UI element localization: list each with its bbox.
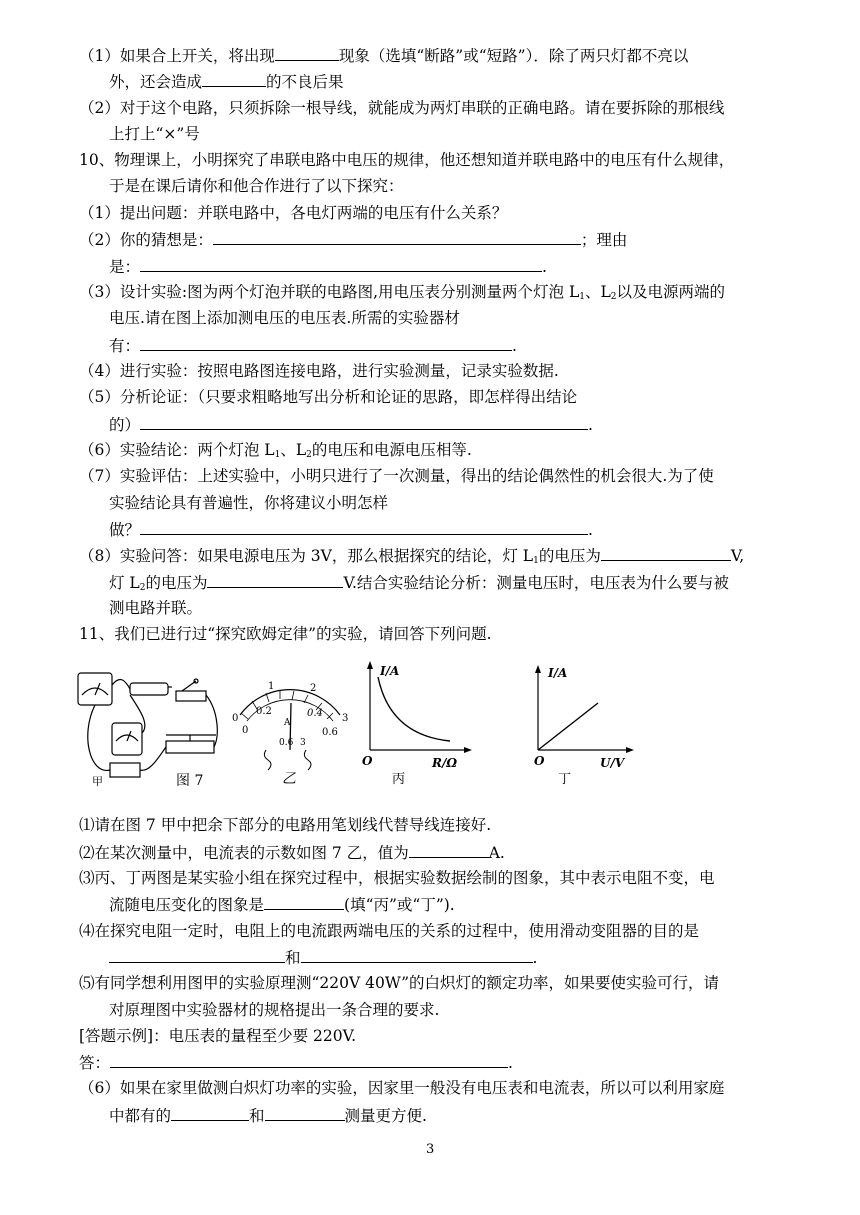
text: 和 <box>249 1107 265 1125</box>
subscript: 1 <box>579 292 585 302</box>
q11-p1: ⑴请在图 7 甲中把余下部分的电路用笔划线代替导线连接好. <box>79 816 492 834</box>
q11-p7: ⑸有同学想利用图甲的实验原理测“220V 40W”的白炽灯的额定功率，如果要使实验可行，请 <box>79 974 719 992</box>
q10-line-14: 实验结论具有普遍性，你将建议小明怎样 <box>109 494 389 512</box>
tick-label: 0 <box>232 713 239 724</box>
axis-label: I/A <box>380 664 400 678</box>
blank[interactable] <box>265 1105 345 1121</box>
text: 外，还会造成 <box>109 73 203 91</box>
q11-p5: ⑷在探究电阻一定时，电阻上的电流跟两端电压的关系的过程中，使用滑动变阻器的目的是 <box>79 922 700 940</box>
q9-line-1 <box>79 45 688 66</box>
q11-p4 <box>109 894 455 915</box>
q10-line-1: 10、物理课上，小明探究了串联电路中电压的规律，他还想知道并联电路中的电压有什么规律， <box>79 151 735 169</box>
voltmeter-icon <box>112 723 142 755</box>
terminal-label: 0.6 <box>279 738 294 748</box>
text: . <box>508 1054 513 1072</box>
figure-label-bing: 丙 <box>392 772 406 787</box>
text: （3）设计实验:图为两个灯泡并联的电路图,用电压表分别测量两个灯泡 L <box>79 283 580 301</box>
proportional-line <box>538 703 598 750</box>
q10-line-12 <box>79 440 472 465</box>
text: （2）你的猜想是： <box>79 231 213 249</box>
subscript: 2 <box>139 583 146 593</box>
tick-label: 0.2 <box>256 706 272 717</box>
q10-line-15: 做？ . <box>109 521 593 539</box>
blank[interactable] <box>171 1105 249 1121</box>
rheostat-icon <box>166 741 214 753</box>
blank[interactable] <box>264 894 344 910</box>
q10-line-17 <box>109 572 729 598</box>
blank[interactable] <box>275 45 339 61</box>
figure-7 <box>70 655 790 795</box>
ammeter-icon <box>78 673 112 705</box>
switch-icon <box>176 691 206 701</box>
q10-line-3: （1）提出问题：并联电路中，各电灯两端的电压有什么关系？ <box>79 204 508 222</box>
blank[interactable] <box>140 335 512 351</box>
text: 的电压为 <box>538 547 601 565</box>
subscript: 1 <box>533 556 539 566</box>
blank[interactable] <box>140 414 588 430</box>
text: 流随电压变化的图象是 <box>109 896 265 914</box>
text: . <box>532 949 538 967</box>
q10-line-6 <box>79 282 725 307</box>
blank[interactable] <box>110 1052 508 1068</box>
text: 的） <box>109 416 141 434</box>
page-number: 3 <box>426 1142 435 1157</box>
tick-label: 2 <box>310 683 317 694</box>
q11-p6 <box>109 947 537 968</box>
q11-p10 <box>79 1052 513 1073</box>
tick-label: 0.6 <box>322 727 338 738</box>
q11-p12 <box>109 1105 427 1126</box>
q10-line-13: （7）实验评估：上述实验中，小明只进行了一次测量，得出的结论偶然性的机会很大.为了使 <box>79 467 714 485</box>
origin-label: O <box>362 754 373 768</box>
figure-label-ding: 丁 <box>558 772 572 787</box>
q11-p8: 对原理图中实验器材的规格提出一条合理的要求. <box>109 1001 440 1019</box>
q9-line-3: （2）对于这个电路，只须拆除一根导线，就能成为两灯串联的正确电路。请在要拆除的那根线 <box>79 99 725 117</box>
q10-line-8: 有： . <box>109 337 517 355</box>
q11-p2 <box>79 842 505 863</box>
text: V.结合实验结论分析：测量电压时，电压表为什么要与被 <box>343 574 729 592</box>
blank[interactable] <box>409 842 489 858</box>
figure-label-yi: 乙 <box>282 771 296 787</box>
axis-label: R/Ω <box>432 756 458 770</box>
battery-icon <box>130 683 168 695</box>
text: 、L <box>584 283 611 301</box>
origin-label: O <box>534 754 545 768</box>
subscript: 1 <box>274 450 281 460</box>
text: 是： <box>109 258 141 276</box>
text: 的电压为 <box>145 574 208 592</box>
q11-p3: ⑶丙、丁两图是某实验小组在探究过程中，根据实验数据绘制的图象，其中表示电阻不变，电 <box>79 869 715 887</box>
text: 、L <box>280 441 307 459</box>
blank[interactable] <box>140 256 542 272</box>
tick-label: 1 <box>268 681 275 692</box>
text: V, <box>730 547 745 565</box>
text: (填“丙”或“丁”). <box>344 896 455 914</box>
blank[interactable] <box>213 229 581 245</box>
axis-label: U/V <box>600 756 625 770</box>
q9-line-2 <box>109 71 344 92</box>
text: ；理由 <box>580 231 628 249</box>
blank[interactable] <box>109 947 285 963</box>
graph-bing <box>362 661 472 770</box>
blank[interactable] <box>140 519 588 535</box>
circuit-diagram-jia <box>78 673 217 777</box>
text: （8）实验问答：如果电源电压为 3V，那么根据探究的结论，灯 L <box>79 547 534 565</box>
text: 答： <box>79 1054 111 1072</box>
q11-line-1: 11、我们已进行过“探究欧姆定律”的实验，请回答下列问题. <box>79 625 492 643</box>
text: 做？ <box>109 521 141 539</box>
blank[interactable] <box>301 947 533 963</box>
q10-line-7: 电压.请在图上添加测电压的电压表.所需的实验器材 <box>109 309 460 327</box>
text: 的不良后果 <box>266 73 344 91</box>
text: 现象（选填“断路”或“短路”）．除了两只灯都不亮以 <box>338 47 689 65</box>
q11-p11: （6）如果在家里做测白炽灯功率的实验，因家里一般没有电压表和电流表，所以可以利用家庭 <box>79 1079 725 1097</box>
terminal-label: 3 <box>300 738 306 748</box>
q10-line-10: （5）分析论证：（只要求粗略地写出分析和论证的思路，即怎样得出结论 <box>79 388 578 406</box>
text: （6）实验结论：两个灯泡 L <box>79 441 275 459</box>
q11-p9: [答题示例]：电压表的量程至少要 220V. <box>79 1027 357 1045</box>
resistor-icon <box>110 763 140 777</box>
blank[interactable] <box>207 572 343 588</box>
text: （1）如果合上开关，将出现 <box>79 47 275 65</box>
text: A. <box>488 844 505 862</box>
tick-label: 3 <box>342 713 349 724</box>
text: 和 <box>285 949 301 967</box>
figure-label-jia: 甲 <box>92 775 103 788</box>
text: 灯 L <box>109 574 140 592</box>
tick-label: 0.4 <box>307 708 323 719</box>
q10-line-9: （4）进行实验：按照电路图连接电路，进行实验测量，记录实验数据. <box>79 362 559 380</box>
ammeter-dial-yi <box>232 681 348 770</box>
q10-line-11: 的） . <box>109 416 593 434</box>
q9-line-4: 上打上“×”号 <box>109 125 200 143</box>
unit-label: A <box>284 718 291 728</box>
text: 的电压和电源电压相等. <box>311 441 472 459</box>
graph-ding <box>534 665 634 770</box>
text: ⑵在某次测量中，电流表的示数如图 7 乙，值为 <box>79 844 409 862</box>
figure-caption: 图 7 <box>176 773 204 789</box>
q10-line-5: 是： . <box>109 258 547 276</box>
text: 以及电源两端的 <box>616 283 726 301</box>
q10-line-16 <box>79 545 744 571</box>
q10-line-18: 测电路并联。 <box>109 599 203 617</box>
inverse-curve <box>378 677 450 741</box>
subscript: 2 <box>306 450 312 460</box>
text: 测量更方便. <box>344 1107 427 1125</box>
blank[interactable] <box>601 545 731 561</box>
text: 中都有的 <box>109 1107 172 1125</box>
axis-label: I/A <box>548 666 568 680</box>
tick-label: 0 <box>242 725 249 736</box>
q10-line-4 <box>79 229 627 250</box>
subscript: 2 <box>610 292 617 302</box>
blank[interactable] <box>202 71 266 87</box>
text: 有： <box>109 337 141 355</box>
q10-line-2: 于是在课后请你和他合作进行了以下探究： <box>109 177 404 195</box>
